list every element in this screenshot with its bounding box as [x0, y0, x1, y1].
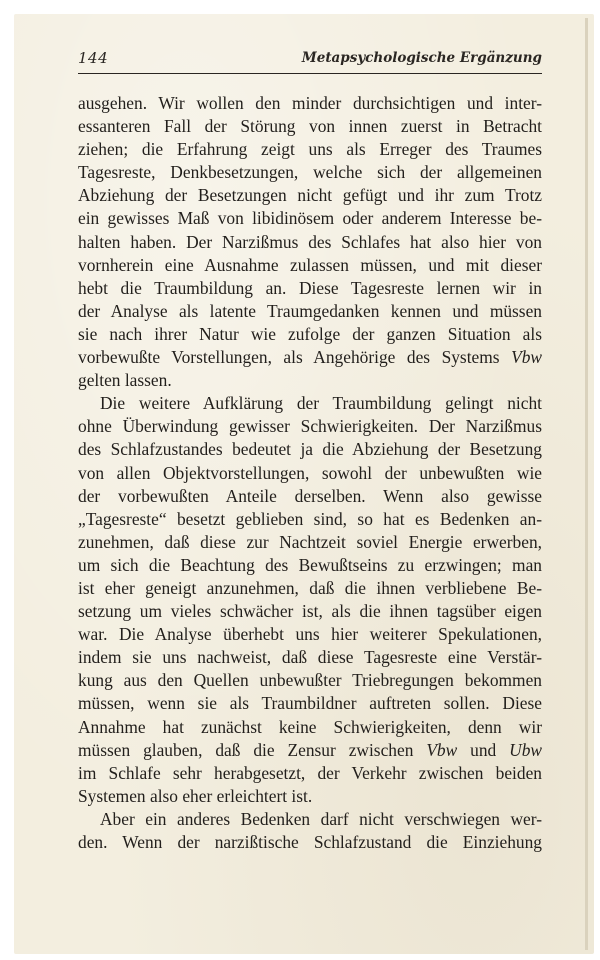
- text-line: [78, 762, 542, 785]
- text-line: [78, 115, 542, 138]
- text-line: [78, 554, 542, 577]
- text-line-content: im Schlafe sehr herabgesetzt, der Verkehr zwischen beiden: [78, 762, 542, 783]
- text-line: [78, 508, 542, 531]
- text-line-content: um sich die Beachtung des Bewußtseins zu erzwingen; man: [78, 554, 542, 575]
- page-number: 144: [78, 49, 109, 67]
- italic-term: Vbw: [426, 739, 458, 760]
- italic-term: Ubw: [509, 739, 542, 760]
- text-line: [78, 646, 542, 669]
- text-line: [78, 739, 542, 762]
- text-line-content: „Tagesreste“ besetzt geblieben sind, so hat es Bedenken an-: [78, 508, 542, 529]
- text-line-content: war. Die Analyse überhebt uns hier weiterer Spekulationen,: [78, 624, 542, 645]
- text-line-content: kung aus den Quellen unbewußter Triebregungen bekommen: [78, 670, 542, 691]
- text-line-content: von allen Objektvorstellungen, sowohl der unbewußten wie: [78, 462, 542, 483]
- italic-term: Vbw: [511, 347, 542, 368]
- text-line: [78, 138, 542, 161]
- text-line-content: zunehmen, daß diese zur Nachtzeit soviel Energie erwerben,: [78, 531, 542, 552]
- text-line: [78, 300, 542, 323]
- page-header: [78, 49, 542, 74]
- text-line: [78, 716, 542, 739]
- running-head: Metapsychologische Ergänzung: [301, 50, 542, 66]
- text-line: [78, 785, 542, 808]
- text-line-content: sie nach ihrer Natur wie zufolge der ganzen Situation als: [78, 323, 542, 344]
- text-line-content: und: [470, 739, 497, 760]
- text-line-content: gelten lassen.: [78, 370, 172, 391]
- text-line: [78, 277, 542, 300]
- text-line-content: des Schlafzustandes bedeutet ja die Abziehung der Besetzung: [78, 439, 542, 460]
- text-line: [78, 415, 542, 438]
- text-line-content: essanteren Fall der Störung von innen zuerst in Betracht: [78, 116, 542, 137]
- text-line: [78, 92, 542, 115]
- text-line: [78, 462, 542, 485]
- text-line: [78, 346, 542, 369]
- text-line: [78, 254, 542, 277]
- text-line: [78, 184, 542, 207]
- text-line-content: halten haben. Der Narzißmus des Schlafes hat also hier von: [78, 231, 542, 252]
- text-line-content: Annahme hat zunächst keine Schwierigkeiten, denn wir: [78, 716, 542, 737]
- text-line-content: Systemen also eher erleichtert ist.: [78, 785, 313, 806]
- text-line: [78, 231, 542, 254]
- text-line-content: ziehen; die Erfahrung zeigt uns als Erreger des Traumes: [78, 139, 542, 160]
- text-line-content: Aber ein anderes Bedenken darf nicht verschwiegen wer-: [100, 808, 542, 829]
- text-line-content: vornherein eine Ausnahme zulassen müssen, und mit dieser: [78, 254, 542, 275]
- text-line-content: setzung um vieles schwächer ist, als die ihnen tagsüber eigen: [78, 601, 542, 622]
- text-line: [78, 392, 542, 415]
- text-line: [78, 161, 542, 184]
- text-line: [78, 323, 542, 346]
- text-line-content: müssen glauben, daß die Zensur zwischen: [78, 739, 414, 760]
- text-line: [78, 831, 542, 854]
- text-line: [78, 669, 542, 692]
- text-line-content: Die weitere Aufklärung der Traumbildung gelingt nicht: [100, 393, 542, 414]
- page-edge: [585, 18, 588, 950]
- text-line-content: der vorbewußten Anteile derselben. Wenn also gewisse: [78, 485, 542, 506]
- text-line-content: ausgehen. Wir wollen den minder durchsichtigen und inter-: [78, 93, 542, 113]
- text-line-content: hebt die Traumbildung an. Diese Tagesreste lernen wir in: [78, 277, 542, 298]
- text-line-content: Tagesreste, Denkbesetzungen, welche sich der allgemeinen: [78, 162, 542, 183]
- text-line: [78, 207, 542, 230]
- text-line: [78, 531, 542, 554]
- text-line: [78, 369, 542, 392]
- text-line-content: indem sie uns nachweist, daß diese Tagesreste eine Verstär-: [78, 647, 542, 668]
- text-line-content: den. Wenn der narzißtische Schlafzustand die Einziehung: [78, 832, 542, 852]
- text-line: [78, 600, 542, 623]
- text-line: [78, 692, 542, 715]
- text-line-content: ein gewisses Maß von libidinösem oder anderem Interesse be-: [78, 208, 542, 229]
- body-text: [78, 92, 542, 854]
- text-line-content: der Analyse als latente Traumgedanken kennen und müssen: [78, 300, 542, 321]
- text-line: [78, 577, 542, 600]
- text-line-content: Abziehung der Besetzungen nicht gefügt und ihr zum Trotz: [78, 185, 542, 206]
- text-line-content: ist eher geneigt anzunehmen, daß die ihnen verbliebene Be-: [78, 577, 542, 598]
- text-line-content: ohne Überwindung gewisser Schwierigkeiten. Der Narzißmus: [78, 416, 542, 437]
- text-line-content: vorbewußte Vorstellungen, als Angehörige des Systems: [78, 347, 500, 368]
- text-line-content: müssen, wenn sie als Traumbildner auftreten sollen. Diese: [78, 693, 542, 714]
- text-line: [78, 623, 542, 646]
- text-line: [78, 485, 542, 508]
- text-line: [78, 808, 542, 831]
- text-line: [78, 438, 542, 461]
